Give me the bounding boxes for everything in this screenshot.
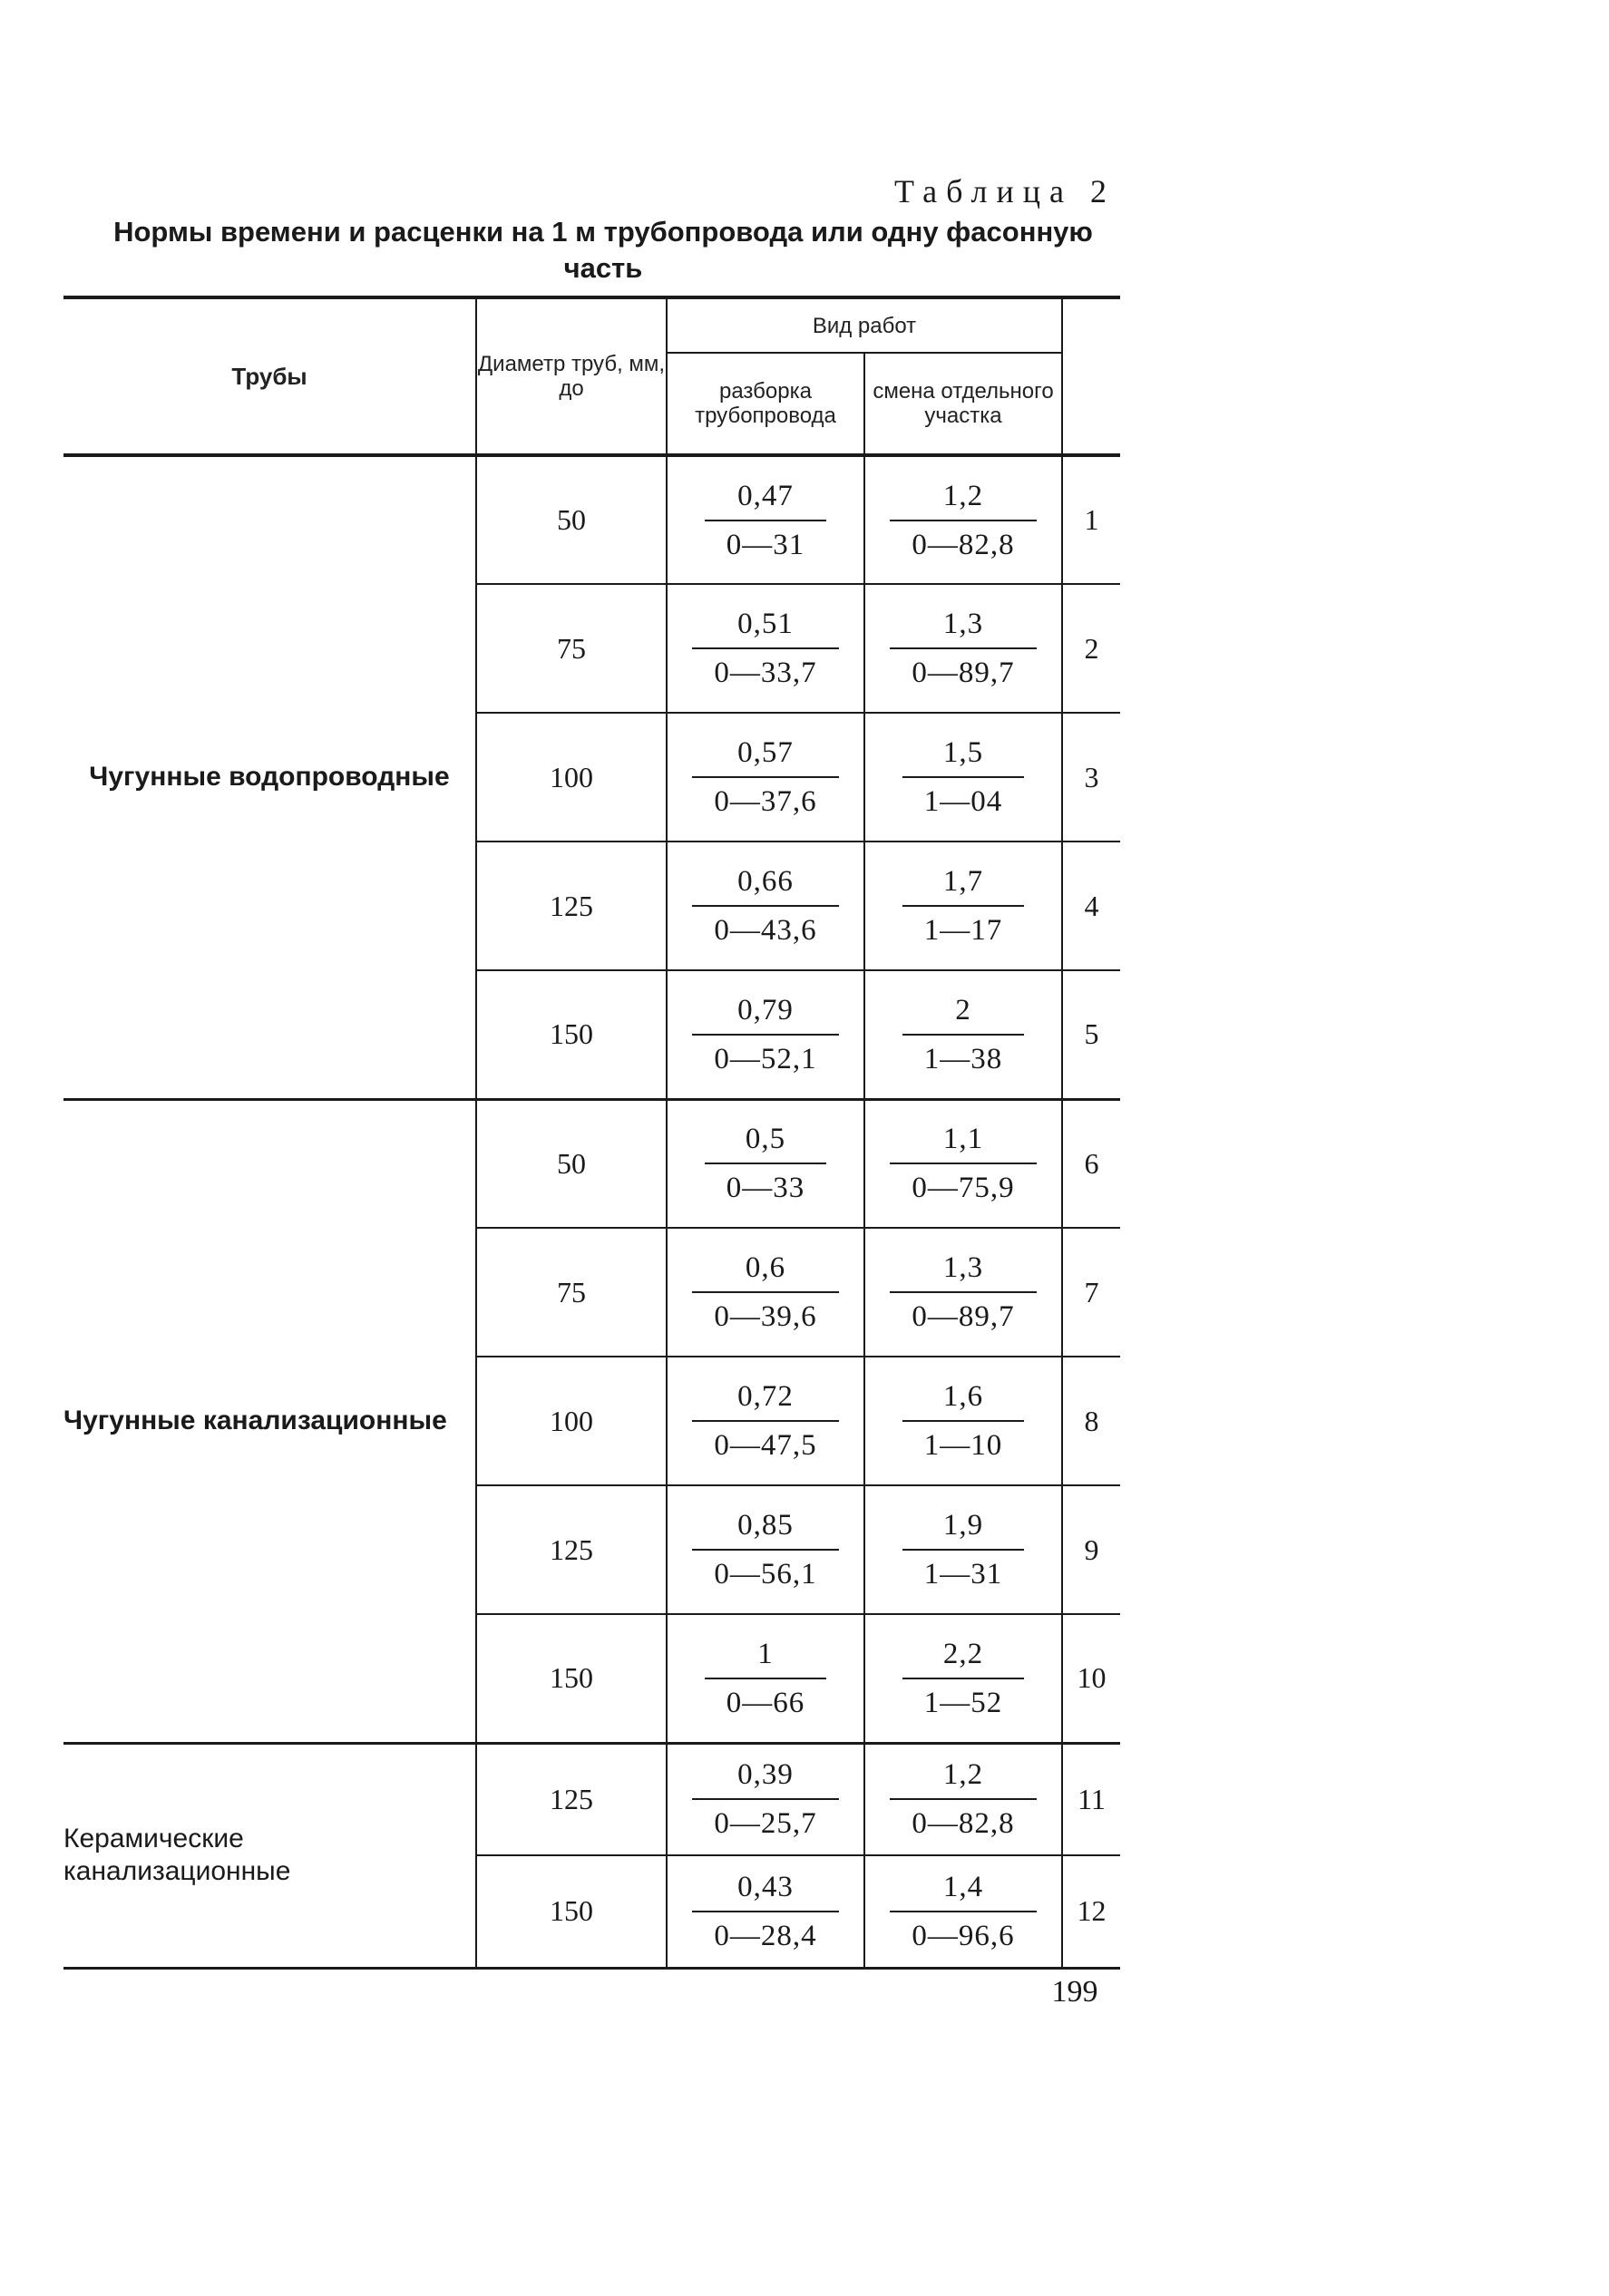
replacement-fraction <box>890 1867 1036 1956</box>
replacement-fraction <box>890 604 1036 693</box>
diameter-cell: 100 <box>476 713 667 842</box>
replacement-cell <box>864 1614 1062 1743</box>
dismantling-fraction-price: 0—47,5 <box>714 1429 817 1462</box>
dismantling-fraction-norm: 0,79 <box>692 990 838 1036</box>
diameter-cell: 150 <box>476 1855 667 1968</box>
dismantling-fraction <box>692 861 838 950</box>
replacement-fraction <box>902 1377 1025 1465</box>
dismantling-fraction-price: 0—25,7 <box>714 1807 817 1841</box>
dismantling-fraction-price: 0—52,1 <box>714 1042 817 1075</box>
replacement-fraction-norm: 1,2 <box>890 476 1036 521</box>
replacement-fraction-norm: 1,2 <box>890 1755 1036 1800</box>
dismantling-fraction <box>705 476 827 565</box>
replacement-fraction-price: 0—82,8 <box>912 528 1015 561</box>
table-body <box>63 455 1120 1968</box>
row-number: 11 <box>1062 1743 1120 1855</box>
replacement-fraction-price: 0—96,6 <box>912 1919 1015 1952</box>
replacement-fraction-norm: 2,2 <box>902 1634 1025 1679</box>
replacement-fraction-norm: 1,6 <box>902 1377 1025 1422</box>
replacement-fraction-norm: 1,3 <box>890 1248 1036 1293</box>
dismantling-fraction-price: 0—28,4 <box>714 1919 817 1952</box>
diameter-cell: 125 <box>476 1743 667 1855</box>
dismantling-fraction-price: 0—37,6 <box>714 785 817 818</box>
dismantling-fraction <box>692 1248 838 1337</box>
dismantling-fraction <box>692 990 838 1079</box>
replacement-fraction-price: 1—17 <box>923 914 1003 947</box>
table-row <box>63 455 1120 584</box>
dismantling-cell <box>667 1743 864 1855</box>
dismantling-fraction-price: 0—33 <box>726 1172 805 1205</box>
replacement-fraction <box>890 1119 1036 1208</box>
row-number: 4 <box>1062 842 1120 970</box>
dismantling-fraction-norm: 1 <box>705 1634 827 1679</box>
replacement-cell <box>864 455 1062 584</box>
dismantling-fraction <box>692 1505 838 1594</box>
header-diameter: Диаметр труб, мм, до <box>476 297 667 455</box>
replacement-cell <box>864 970 1062 1099</box>
replacement-cell <box>864 842 1062 970</box>
diameter-cell: 125 <box>476 842 667 970</box>
replacement-fraction <box>902 1505 1025 1594</box>
diameter-cell: 50 <box>476 455 667 584</box>
row-number: 1 <box>1062 455 1120 584</box>
dismantling-cell <box>667 455 864 584</box>
replacement-cell <box>864 584 1062 713</box>
replacement-cell <box>864 1228 1062 1357</box>
dismantling-cell <box>667 713 864 842</box>
replacement-fraction-norm: 2 <box>902 990 1025 1036</box>
replacement-cell <box>864 1855 1062 1968</box>
replacement-fraction-norm: 1,1 <box>890 1119 1036 1164</box>
replacement-fraction <box>902 861 1025 950</box>
dismantling-cell <box>667 1357 864 1485</box>
row-number: 5 <box>1062 970 1120 1099</box>
dismantling-fraction <box>692 1755 838 1844</box>
dismantling-cell <box>667 584 864 713</box>
replacement-fraction <box>902 1634 1025 1723</box>
replacement-cell <box>864 1357 1062 1485</box>
header-number-col <box>1062 297 1120 455</box>
pipe-type: Чугунные водопроводные <box>63 455 476 1099</box>
replacement-fraction-price: 0—89,7 <box>912 657 1015 689</box>
dismantling-fraction-norm: 0,66 <box>692 861 838 907</box>
replacement-fraction-price: 0—82,8 <box>912 1807 1015 1841</box>
table-label: Таблица 2 <box>894 173 1116 209</box>
replacement-fraction-norm: 1,7 <box>902 861 1025 907</box>
replacement-fraction-norm: 1,4 <box>890 1867 1036 1912</box>
replacement-fraction-norm: 1,9 <box>902 1505 1025 1551</box>
dismantling-fraction-norm: 0,43 <box>692 1867 838 1912</box>
dismantling-fraction <box>705 1634 827 1723</box>
page-number: 199 <box>1051 1975 1098 2009</box>
replacement-fraction <box>902 733 1025 822</box>
dismantling-fraction <box>692 1377 838 1465</box>
replacement-cell <box>864 1099 1062 1228</box>
dismantling-fraction-price: 0—56,1 <box>714 1558 817 1591</box>
dismantling-fraction <box>692 733 838 822</box>
dismantling-fraction-norm: 0,5 <box>705 1119 827 1164</box>
dismantling-cell <box>667 1855 864 1968</box>
dismantling-fraction-price: 0—66 <box>726 1686 805 1719</box>
row-number: 2 <box>1062 584 1120 713</box>
pipe-type: Керамические канализационные <box>63 1743 476 1968</box>
dismantling-fraction <box>705 1119 827 1208</box>
table-row <box>63 1099 1120 1228</box>
replacement-fraction-norm: 1,5 <box>902 733 1025 778</box>
dismantling-cell <box>667 842 864 970</box>
diameter-cell: 125 <box>476 1485 667 1614</box>
diameter-cell: 75 <box>476 1228 667 1357</box>
row-number: 8 <box>1062 1357 1120 1485</box>
dismantling-fraction-price: 0—43,6 <box>714 914 817 947</box>
dismantling-cell <box>667 1614 864 1743</box>
row-number: 10 <box>1062 1614 1120 1743</box>
dismantling-fraction-norm: 0,51 <box>692 604 838 649</box>
dismantling-fraction-norm: 0,6 <box>692 1248 838 1293</box>
dismantling-fraction <box>692 1867 838 1956</box>
dismantling-fraction-norm: 0,72 <box>692 1377 838 1422</box>
diameter-cell: 100 <box>476 1357 667 1485</box>
row-number: 9 <box>1062 1485 1120 1614</box>
replacement-fraction <box>890 1755 1036 1844</box>
dismantling-cell <box>667 970 864 1099</box>
diameter-cell: 150 <box>476 1614 667 1743</box>
row-number: 12 <box>1062 1855 1120 1968</box>
header-dismantling: разборка трубопровода <box>667 353 864 455</box>
replacement-fraction-price: 0—75,9 <box>912 1172 1015 1205</box>
row-number: 7 <box>1062 1228 1120 1357</box>
row-number: 6 <box>1062 1099 1120 1228</box>
replacement-fraction-norm: 1,3 <box>890 604 1036 649</box>
replacement-cell <box>864 1743 1062 1855</box>
replacement-cell <box>864 1485 1062 1614</box>
dismantling-fraction-price: 0—31 <box>726 528 805 561</box>
table-caption: Нормы времени и расценки на 1 м трубопровода или одну фасонную часть <box>113 216 1093 284</box>
dismantling-fraction-price: 0—33,7 <box>714 657 817 689</box>
dismantling-cell <box>667 1228 864 1357</box>
dismantling-cell <box>667 1099 864 1228</box>
replacement-fraction <box>890 476 1036 565</box>
replacement-cell <box>864 713 1062 842</box>
replacement-fraction-price: 1—10 <box>923 1429 1003 1462</box>
diameter-cell: 75 <box>476 584 667 713</box>
table-row <box>63 1743 1120 1855</box>
dismantling-fraction-norm: 0,47 <box>705 476 827 521</box>
replacement-fraction-price: 1—31 <box>923 1558 1003 1591</box>
dismantling-fraction-price: 0—39,6 <box>714 1300 817 1333</box>
header-pipes: Трубы <box>63 297 476 455</box>
dismantling-fraction <box>692 604 838 693</box>
diameter-cell: 50 <box>476 1099 667 1228</box>
header-replacement: смена отдельного участка <box>864 353 1062 455</box>
dismantling-cell <box>667 1485 864 1614</box>
table-header <box>63 297 1120 455</box>
header-work-type: Вид работ <box>667 297 1062 353</box>
replacement-fraction-price: 1—04 <box>923 785 1003 818</box>
replacement-fraction-price: 1—38 <box>923 1042 1003 1075</box>
replacement-fraction <box>902 990 1025 1079</box>
dismantling-fraction-norm: 0,57 <box>692 733 838 778</box>
dismantling-fraction-norm: 0,85 <box>692 1505 838 1551</box>
diameter-cell: 150 <box>476 970 667 1099</box>
replacement-fraction-price: 0—89,7 <box>912 1300 1015 1333</box>
dismantling-fraction-norm: 0,39 <box>692 1755 838 1800</box>
replacement-fraction <box>890 1248 1036 1337</box>
replacement-fraction-price: 1—52 <box>923 1686 1003 1719</box>
row-number: 3 <box>1062 713 1120 842</box>
pipe-type: Чугунные канализационные <box>63 1099 476 1743</box>
norms-table <box>63 296 1120 1970</box>
